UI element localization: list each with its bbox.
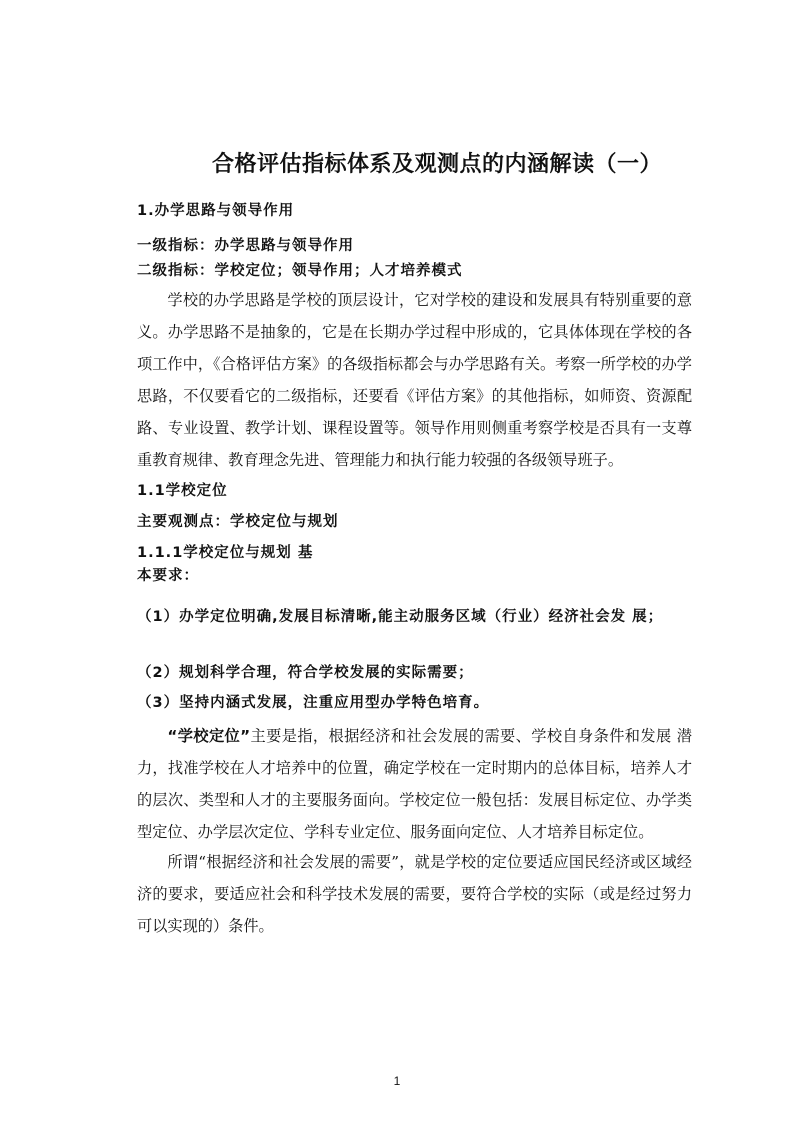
definition-text: 主要是指，根据经济和社会发展的需要、学校自身条件和发展 潜力，找准学校在人才培养中的位置，确定学校在一定时期内的总体目标，培养人才的层次、类型和人才的主要服务面向。学校定位一般包括：发展目标定位、办学类型定位、办学层次定位、学科专业定位、服务面向定位、人才培养目标定位。 bbox=[137, 727, 692, 841]
intro-paragraph: 学校的办学思路是学校的顶层设计，它对学校的建设和发展具有特别重要的意义。办学思路不是抽象的，它是在长期办学过程中形成的，它具体体现在学校的各项工作中，《合格评估方案》的各级指标都会与办学思路有关。考察一所学校的办学思路，不仅要看它的二级指标，还要看《评估方案》的其他指标，如师资、资源配路、专业设置、教学计划、课程设置等。领导作用则侧重考察学校是否具有一支尊重教育规律、教育理念先进、管理能力和执行能力较强的各级领导班子。 bbox=[137, 291, 692, 469]
final-paragraph: 所谓“根据经济和社会发展的需要”，就是学校的定位要适应国民经济或区域经济的要求，要适应社会和科学技术发展的需要，要符合学校的实际（或是经过努力可以实现的）条件。 bbox=[137, 853, 692, 935]
document-title: 合格评估指标体系及观测点的内涵解读（一） bbox=[211, 152, 662, 177]
level1-indicator: 一级指标：办学思路与领导作用 bbox=[137, 238, 354, 254]
requirements-label: 本要求： bbox=[137, 568, 199, 584]
definition-paragraph bbox=[137, 720, 692, 848]
observation-heading: 1.1.1学校定位与规划 基 bbox=[137, 545, 314, 561]
level2-indicator: 二级指标：学校定位；领导作用；人才培养模式 bbox=[137, 263, 463, 279]
requirement-item-1: （1）办学定位明确,发展目标清晰,能主动服务区域（行业）经济社会发 展； bbox=[137, 609, 664, 625]
definition-term: “学校定位” bbox=[167, 727, 251, 745]
subsection-heading: 1.1学校定位 bbox=[137, 483, 228, 499]
page-number: 1 bbox=[393, 1074, 401, 1088]
requirement-item-3: （3）坚持内涵式发展，注重应用型办学特色培育。 bbox=[137, 695, 490, 711]
section-heading: 1.办学思路与领导作用 bbox=[137, 203, 295, 219]
main-observation-point: 主要观测点：学校定位与规划 bbox=[137, 514, 339, 530]
requirement-item-2: （2）规划科学合理，符合学校发展的实际需要； bbox=[137, 665, 474, 681]
